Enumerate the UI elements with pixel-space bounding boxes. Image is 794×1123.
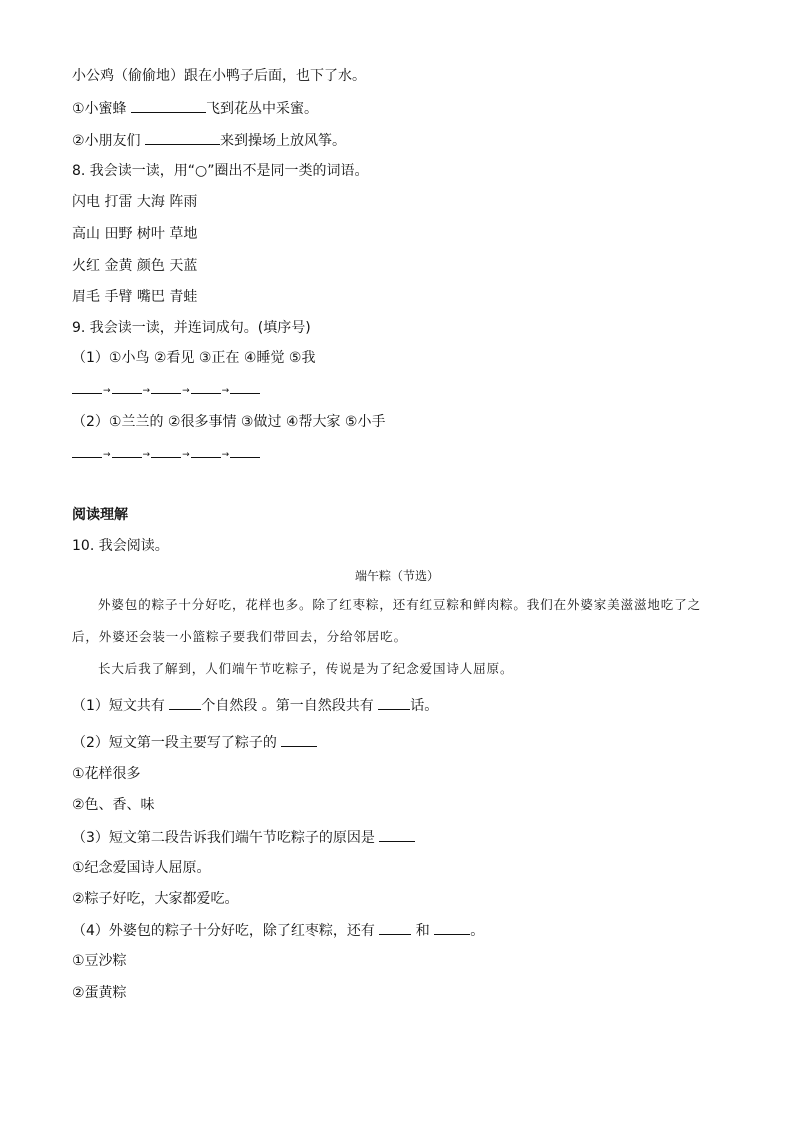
question-4-option-1[interactable]: ①豆沙粽: [72, 953, 127, 969]
answer-blank[interactable]: [151, 380, 181, 394]
q10-stem: 10. 我会阅读。: [72, 538, 169, 554]
section-title-reading: 阅读理解: [72, 507, 128, 523]
question-2-option-2[interactable]: ②色、香、味: [72, 797, 155, 813]
q8-row-1[interactable]: 闪电 打雷 大海 阵雨: [72, 194, 198, 210]
passage-paragraph-1: 外婆包的粽子十分好吃，花样也多。除了红枣粽，还有红豆粽和鲜肉粽。我们在外婆家美滋滋地吃了之后，外婆还会装一小篮粽子要我们带回去，分给邻居吃。: [72, 597, 702, 644]
question-1: [72, 695, 438, 716]
arrow-icon: →: [142, 450, 151, 460]
answer-blank[interactable]: [151, 444, 181, 458]
q7-item-2-suffix: 来到操场上放风筝。: [220, 133, 347, 149]
arrow-icon: →: [103, 386, 111, 396]
question-2-blank[interactable]: [281, 732, 317, 747]
q7-item-1-suffix: 飞到花丛中采蜜。: [206, 101, 319, 117]
answer-blank[interactable]: [72, 380, 102, 394]
question-4-option-2[interactable]: ②蛋黄粽: [72, 985, 127, 1001]
q8-stem: 8. 我会读一读，用“○”圈出不是同一类的词语。: [72, 163, 369, 179]
question-1-blank-2[interactable]: [378, 695, 410, 710]
question-3-option-1[interactable]: ①纪念爱国诗人屈原。: [72, 860, 211, 876]
arrow-icon: →: [182, 386, 190, 396]
question-4: [72, 920, 484, 941]
question-1-text-a: （1）短文共有: [72, 698, 170, 714]
question-3: [72, 827, 415, 848]
answer-blank[interactable]: [112, 380, 142, 394]
q8-row-2[interactable]: 高山 田野 树叶 草地: [72, 226, 198, 242]
question-4-blank-1[interactable]: [379, 920, 411, 935]
question-4-blank-2[interactable]: [434, 920, 470, 935]
arrow-icon: →: [142, 386, 151, 396]
question-2-text: （2）短文第一段主要写了粽子的: [72, 735, 282, 751]
answer-blank[interactable]: [230, 380, 260, 394]
q9-part-1-answer: [72, 380, 260, 400]
q9-stem: 9. 我会读一读，并连词成句。(填序号): [72, 320, 311, 336]
arrow-icon: →: [221, 386, 230, 396]
question-2: [72, 732, 317, 753]
answer-blank[interactable]: [191, 444, 221, 458]
question-1-blank-1[interactable]: [169, 695, 201, 710]
arrow-icon: →: [182, 450, 190, 460]
q9-part-2: （2）①兰兰的 ②很多事情 ③做过 ④帮大家 ⑤小手: [72, 414, 386, 430]
q7-item-2: [72, 130, 346, 151]
q8-row-3[interactable]: 火红 金黄 颜色 天蓝: [72, 258, 198, 274]
question-1-text-c: 话。: [410, 698, 439, 714]
q7-item-2-blank[interactable]: [145, 130, 220, 145]
passage-title: 端午粽（节选）: [354, 569, 439, 583]
question-3-text: （3）短文第二段告诉我们端午节吃粽子的原因是: [72, 830, 380, 846]
q7-item-1-prefix: ①小蜜蜂: [72, 101, 132, 117]
q7-item-1-blank[interactable]: [131, 98, 206, 113]
arrow-icon: →: [221, 450, 230, 460]
question-1-text-b: 个自然段 。第一自然段共有: [201, 698, 379, 714]
q9-part-1: （1）①小鸟 ②看见 ③正在 ④睡觉 ⑤我: [72, 350, 316, 366]
question-4-text-a: （4）外婆包的粽子十分好吃，除了红枣粽，还有: [72, 923, 380, 939]
q7-example: 小公鸡（偷偷地）跟在小鸭子后面，也下了水。: [72, 68, 366, 84]
answer-blank[interactable]: [191, 380, 221, 394]
question-3-option-2[interactable]: ②粽子好吃，大家都爱吃。: [72, 891, 239, 907]
question-4-text-b: 和: [411, 923, 435, 939]
q9-part-2-answer: [72, 444, 260, 464]
answer-blank[interactable]: [112, 444, 142, 458]
question-4-text-c: 。: [470, 923, 485, 939]
q7-item-2-prefix: ②小朋友们: [72, 133, 146, 149]
question-3-blank[interactable]: [379, 827, 415, 842]
answer-blank[interactable]: [72, 444, 102, 458]
arrow-icon: →: [103, 450, 111, 460]
answer-blank[interactable]: [230, 444, 260, 458]
passage-paragraph-2: 长大后我了解到，人们端午节吃粽子，传说是为了纪念爱国诗人屈原。: [98, 661, 514, 676]
question-2-option-1[interactable]: ①花样很多: [72, 766, 141, 782]
q8-row-4[interactable]: 眉毛 手臂 嘴巴 青蛙: [72, 289, 198, 305]
q7-item-1: [72, 98, 318, 119]
